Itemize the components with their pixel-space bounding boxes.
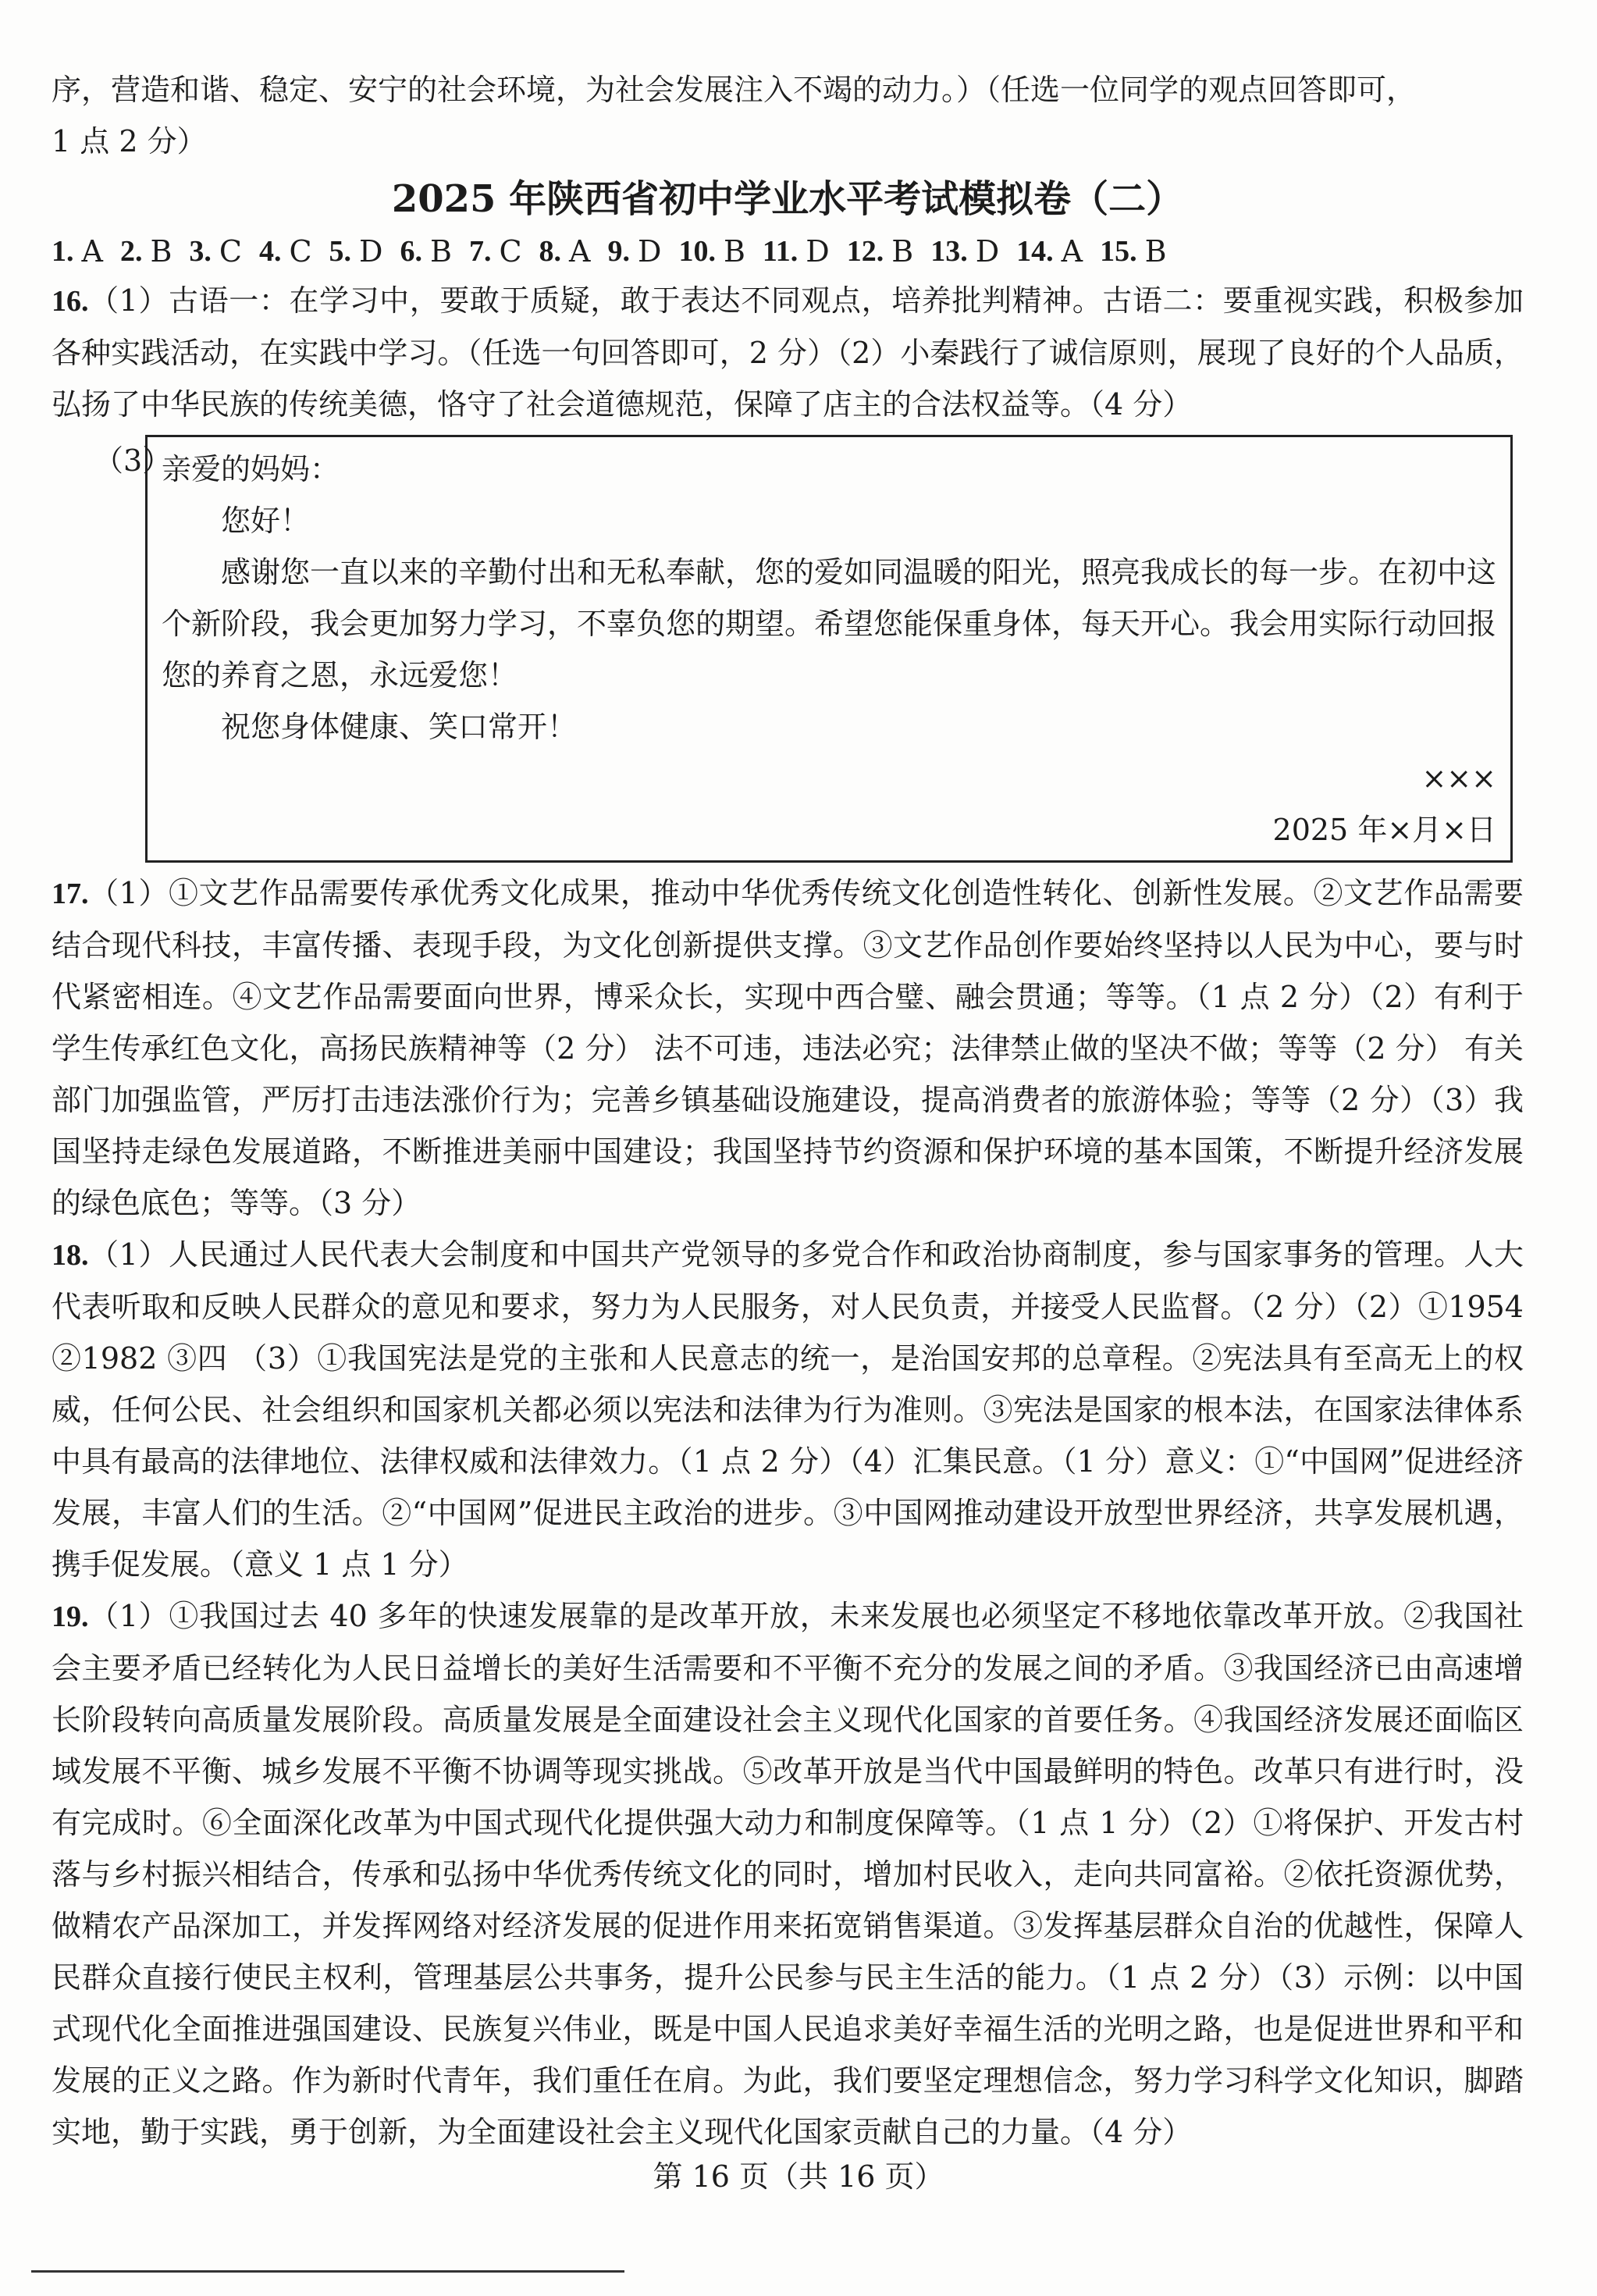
answer-letter: C <box>289 234 312 269</box>
answer-number: 11. <box>762 235 798 268</box>
answer-item <box>1016 228 1083 275</box>
letter-salutation: 亲爱的妈妈： <box>162 452 340 486</box>
question-17-number: 17. <box>52 877 89 910</box>
answer-number: 6. <box>400 235 423 268</box>
page-footer: 第 16 页（共 16 页） <box>653 2159 944 2194</box>
answer-item <box>539 228 591 275</box>
answer-number: 5. <box>329 235 352 268</box>
answer-number: 8. <box>539 235 562 268</box>
question-19-text: （1）①我国过去 40 多年的快速发展靠的是改革开放，未来发展也必须坚定不移地依靠改革开放。②我国社会主要矛盾已经转化为人民日益增长的美好生活需要和不平衡不充分的发展之间的矛盾。③我国经济已由高速增长阶段转向高质量发展阶段。高质量发展是全面建设社会主义现代化国家的首要任务。④我国经济发展还面临区域发展不平衡、城乡发展不平衡不协调等现实挑战。⑤改革开放是当代中国最鲜明的特色。改革只有进行时，没有完成时。⑥全面深化改革为中国式现代化提供强大动力和制度保障等。（1 点 1 分）（2）①将保护、开发古村落与乡村振兴相结合，传承和弘扬中华优秀传统文化的同时，增加村民收入，走向共同富裕。②依托资源优势，做精农产品深加工，并发挥网络对经济发展的促进作用来拓宽销售渠道。③发挥基层群众自治的优越性，保障人民群众直接行使民主权利，管理基层公共事务，提升公民参与民主生活的能力。（1 点 2 分）（3）示例：以中国式现代化全面推进强国建设、民族复兴伟业，既是中国人民追求美好幸福生活的光明之路，也是促进世界和平和发展的正义之路。作为新时代青年，我们重任在肩。为此，我们要坚定理想信念，努力学习科学文化知识，脚踏实地，勤于实践，勇于创新，为全面建设社会主义现代化国家贡献自己的力量。（4 分） <box>52 1599 1524 2149</box>
answer-item <box>120 228 172 275</box>
answer-letter: D <box>975 234 1000 269</box>
answer-item <box>607 228 661 275</box>
question-17-text: （1）①文艺作品需要传承优秀文化成果，推动中华优秀传统文化创造性转化、创新性发展。②文艺作品需要结合现代科技，丰富传播、表现手段，为文化创新提供支撑。③文艺作品创作要始终坚持以人民为中心，要与时代紧密相连。④文艺作品需要面向世界，博采众长，实现中西合璧、融会贯通；等等。（1 点 2 分）（2）有利于学生传承红色文化，高扬民族精神等（2 分） 法不可违，违法必究；法律禁止做的坚决不做；等等（2 分） 有关部门加强监管，严厉打击违法涨价行为；完善乡镇基础设施建设，提高消费者的旅游体验；等等（2 分）（3）我国坚持走绿色发展道路，不断推进美丽中国建设；我国坚持节约资源和保护环境的基本国策，不断提升经济发展的绿色底色；等等。（3 分） <box>52 876 1524 1220</box>
answer-letter: B <box>150 234 173 269</box>
answer-item <box>930 228 999 275</box>
answer-item <box>52 228 103 275</box>
answer-letter: B <box>723 234 745 269</box>
question-19-number: 19. <box>52 1600 89 1633</box>
answer-number: 1. <box>52 235 74 268</box>
answer-item <box>469 228 522 275</box>
answer-number: 9. <box>607 235 630 268</box>
letter-wish: 祝您身体健康、笑口常开！ <box>221 710 578 744</box>
answer-number: 4. <box>258 235 282 268</box>
answer-item <box>763 228 830 275</box>
answer-letter: A <box>569 234 591 269</box>
answer-letter: C <box>219 234 242 269</box>
page-content <box>52 64 1524 2158</box>
question-17 <box>52 867 1524 1229</box>
letter-date: 2025 年×月×日 <box>1272 813 1496 847</box>
answer-item <box>847 228 913 275</box>
bottom-rule <box>31 2270 624 2273</box>
answer-item <box>189 228 242 275</box>
answer-number: 12. <box>846 235 884 268</box>
answer-letter: D <box>637 234 662 269</box>
answer-letter: B <box>1144 234 1167 269</box>
question-19 <box>52 1590 1524 2158</box>
letter-box <box>145 435 1513 863</box>
answer-number: 7. <box>468 235 492 268</box>
intro-line-2: 1 点 2 分） <box>52 124 207 158</box>
answer-letter: B <box>430 234 452 269</box>
question-16-number: 16. <box>52 285 89 318</box>
exam-title: 2025 年陕西省初中学业水平考试模拟卷（二） <box>391 177 1184 221</box>
answer-number: 2. <box>119 235 143 268</box>
answer-number: 14. <box>1016 235 1054 268</box>
letter-label: （3） <box>94 443 173 478</box>
letter-signature: ××× <box>1421 761 1496 796</box>
answer-item <box>259 228 312 275</box>
answer-number: 3. <box>189 235 212 268</box>
question-18 <box>52 1229 1524 1590</box>
answer-letter: B <box>891 234 914 269</box>
answer-item <box>329 228 383 275</box>
answer-number: 10. <box>678 235 716 268</box>
answer-item <box>1100 228 1166 275</box>
answer-number: 13. <box>930 235 968 268</box>
letter-section <box>94 435 1524 863</box>
answer-number: 15. <box>1100 235 1137 268</box>
answer-letter: D <box>359 234 383 269</box>
answer-item <box>400 228 452 275</box>
answer-letter: A <box>81 234 103 269</box>
intro-line-1: 序，营造和谐、稳定、安宁的社会环境，为社会发展注入不竭的动力。）（任选一位同学的观点回答即可， <box>52 73 1417 107</box>
question-16-text: （1）古语一：在学习中，要敢于质疑，敢于表达不同观点，培养批判精神。古语二：要重视实践，积极参加各种实践活动，在实践中学习。（任选一句回答即可，2 分）（2）小秦践行了诚信原则，展现了良好的个人品质，弘扬了中华民族的传统美德，恪守了社会道德规范，保障了店主的合法权益等。（4 分） <box>52 283 1524 422</box>
answer-letter: D <box>806 234 830 269</box>
question-18-number: 18. <box>52 1239 89 1272</box>
answer-letter: C <box>499 234 522 269</box>
question-18-text: （1）人民通过人民代表大会制度和中国共产党领导的多党合作和政治协商制度，参与国家事务的管理。人大代表听取和反映人民群众的意见和要求，努力为人民服务，对人民负责，并接受人民监督。（2 分）（2）①1954 ②1982 ③四 （3）①我国宪法是党的主张和人民意志的统一，是治国安邦的总章程。②宪法具有至高无上的权威，任何公民、社会组织和国家机关都必须以宪法和法律为行为准则。③宪法是国家的根本法，在国家法律体系中具有最高的法律地位、法律权威和法律效力。（1 点 2 分）（4）汇集民意。（1 分）意义：①“中国网”促进经济发展，丰富人们的生活。②“中国网”促进民主政治的进步。③中国网推动建设开放型世界经济，共享发展机遇，携手促发展。（意义 1 点 1 分） <box>52 1237 1524 1582</box>
letter-greeting: 您好！ <box>221 504 311 538</box>
question-16 <box>52 275 1524 863</box>
letter-body: 感谢您一直以来的辛勤付出和无私奉献，您的爱如同温暖的阳光，照亮我成长的每一步。在初中这个新阶段，我会更加努力学习，不辜负您的期望。希望您能保重身体，每天开心。我会用实际行动回报您的养育之恩，永远爱您！ <box>162 555 1497 692</box>
multiple-choice-answers <box>52 228 1524 275</box>
answer-letter: A <box>1061 234 1083 269</box>
answer-item <box>678 228 745 275</box>
